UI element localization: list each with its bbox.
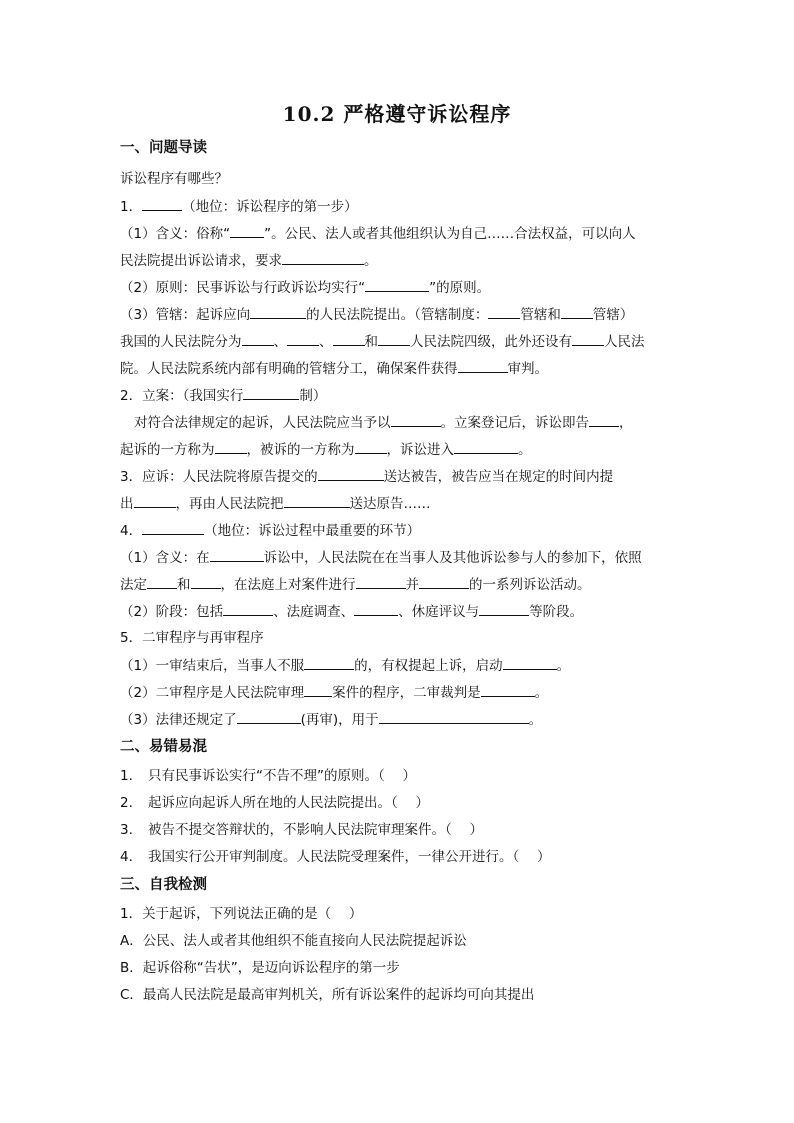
fill-blank[interactable]	[391, 413, 441, 427]
fill-blank[interactable]	[304, 683, 332, 697]
fill-blank[interactable]	[134, 494, 176, 508]
fill-blank[interactable]	[191, 575, 221, 589]
item-2-detail-line: 对符合法律规定的起诉，人民法院应当予以 。立案登记后，诉讼即告 ，	[134, 415, 633, 431]
item-4-line: 4． （地位：诉讼过程中最重要的环节）	[120, 523, 421, 539]
fill-blank[interactable]	[282, 251, 364, 265]
fill-blank[interactable]	[488, 305, 520, 319]
quiz-option-b: B．起诉俗称“告状”，是迈向诉讼程序的第一步	[120, 960, 400, 976]
fill-blank[interactable]	[215, 440, 247, 454]
item-1-meaning-line: （1）含义：俗称“ ”。公民、法人或者其他组织认为自己……合法权益，可以向人	[120, 226, 636, 242]
error-item-2: 2. 起诉应向起诉人所在地的人民法院提出。（ ）	[120, 795, 430, 811]
question-line: 诉讼程序有哪些？	[120, 171, 228, 187]
item-4-stages-line: （2）阶段：包括 、法庭调查、 、休庭评议与 等阶段。	[120, 604, 584, 620]
item-1-line: 1． （地位：诉讼程序的第一步）	[120, 199, 358, 215]
fill-blank[interactable]	[481, 683, 535, 697]
fill-blank[interactable]	[210, 548, 264, 562]
section-heading-guide: 一、问题导读	[120, 140, 207, 156]
item-5-first-line: （1）一审结束后，当事人不服 的，有权提起上诉，启动 。	[120, 658, 571, 674]
quiz-question-1: 1．关于起诉，下列说法正确的是（ ）	[120, 906, 363, 922]
page-title: 10.2 严格遵守诉讼程序	[282, 102, 512, 126]
court-levels-line: 我国的人民法院分为 、 、 和 人民法院四级，此外还设有 人民法	[120, 334, 645, 350]
fill-blank[interactable]	[284, 494, 350, 508]
fill-blank[interactable]	[287, 332, 319, 346]
quiz-option-a: A．公民、法人或者其他组织不能直接向人民法院提起诉讼	[120, 933, 467, 949]
fill-blank[interactable]	[356, 575, 406, 589]
fill-blank[interactable]	[589, 413, 619, 427]
item-5-third-line: （3）法律还规定了 (再审)，用于 。	[120, 712, 543, 728]
fill-blank[interactable]	[230, 224, 264, 238]
item-1-meaning-line-2: 民法院提出诉讼请求，要求 。	[120, 253, 378, 269]
fill-blank[interactable]	[454, 440, 518, 454]
fill-blank[interactable]	[304, 656, 354, 670]
item-4-meaning-line: （1）含义：在 诉讼中，人民法院在在当事人及其他诉讼参与人的参加下，依照	[120, 550, 642, 566]
fill-blank[interactable]	[243, 386, 299, 400]
item-4-meaning-line-2: 法定 和 ，在法庭上对案件进行 并 的一系列诉讼活动。	[120, 577, 591, 593]
item-1-principle-line: （2）原则：民事诉讼与行政诉讼均实行“ ”的原则。	[120, 280, 491, 296]
fill-blank[interactable]	[223, 602, 273, 616]
fill-blank[interactable]	[378, 332, 410, 346]
item-1-jurisdiction-line: （3）管辖：起诉应向 的人民法院提出。（管辖制度： 管辖和 管辖）	[120, 307, 634, 323]
fill-blank[interactable]	[503, 656, 557, 670]
item-2-detail-line-2: 起诉的一方称为 ，被诉的一方称为 ，诉讼进入 。	[120, 442, 532, 458]
fill-blank[interactable]	[237, 710, 301, 724]
item-3-line-2: 出 ，再由人民法院把 送达原告……	[120, 496, 431, 512]
fill-blank[interactable]	[250, 305, 306, 319]
fill-blank[interactable]	[142, 521, 204, 535]
section-heading-errors: 二、易错易混	[120, 739, 207, 755]
error-item-1: 1. 只有民事诉讼实行“不告不理”的原则。（ ）	[120, 768, 417, 784]
fill-blank[interactable]	[333, 332, 365, 346]
item-5-second-line: （2）二审程序是人民法院审理 案件的程序，二审裁判是 。	[120, 685, 549, 701]
fill-blank[interactable]	[318, 467, 384, 481]
quiz-option-c: C．最高人民法院是最高审判机关，所有诉讼案件的起诉均可向其提出	[120, 987, 535, 1003]
fill-blank[interactable]	[355, 440, 387, 454]
item-2-line: 2．立案：（我国实行 制）	[120, 388, 327, 404]
fill-blank[interactable]	[354, 602, 398, 616]
fill-blank[interactable]	[572, 332, 604, 346]
fill-blank[interactable]	[147, 575, 177, 589]
fill-blank[interactable]	[561, 305, 593, 319]
fill-blank[interactable]	[419, 575, 469, 589]
error-item-3: 3. 被告不提交答辩状的，不影响人民法院审理案件。（ ）	[120, 822, 484, 838]
court-levels-line-2: 院。人民法院系统内部有明确的管辖分工，确保案件获得 审判。	[120, 361, 548, 377]
fill-blank[interactable]	[365, 278, 429, 292]
fill-blank[interactable]	[242, 332, 274, 346]
item-5-line: 5．二审程序与再审程序	[120, 630, 264, 646]
section-heading-selfcheck: 三、自我检测	[120, 877, 207, 893]
fill-blank[interactable]	[379, 710, 529, 724]
fill-blank[interactable]	[142, 197, 182, 211]
fill-blank[interactable]	[458, 359, 508, 373]
fill-blank[interactable]	[479, 602, 529, 616]
item-3-line: 3．应诉：人民法院将原告提交的 送达被告，被告应当在规定的时间内提	[120, 469, 614, 485]
error-item-4: 4. 我国实行公开审判制度。人民法院受理案件，一律公开进行。（ ）	[120, 849, 551, 865]
